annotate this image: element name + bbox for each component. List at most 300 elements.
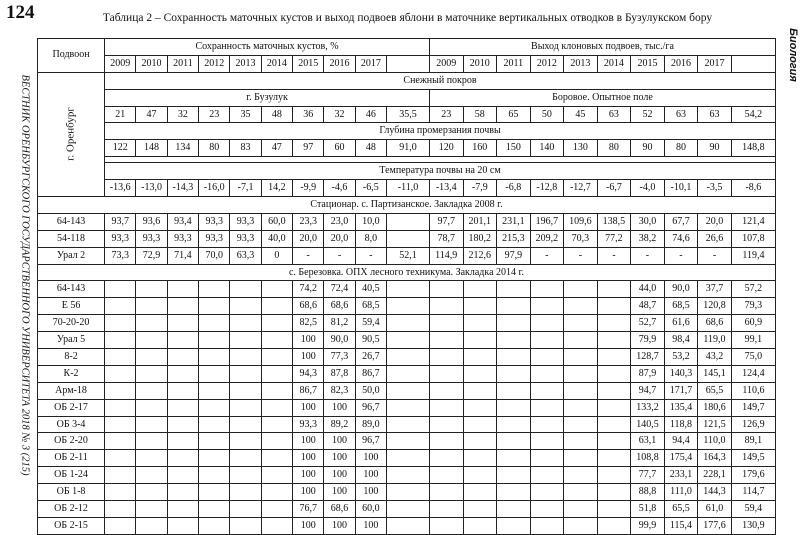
year-header: 2014: [261, 55, 292, 72]
value-cell: 77,3: [324, 349, 355, 366]
climate-value: 80: [199, 140, 230, 157]
value-cell: [105, 382, 136, 399]
value-cell: [597, 416, 631, 433]
table-row: [38, 230, 776, 247]
value-cell: 68,6: [293, 298, 324, 315]
value-cell: [261, 399, 292, 416]
value-cell: [463, 416, 497, 433]
value-cell: [105, 399, 136, 416]
value-cell: 40,5: [355, 281, 386, 298]
value-cell: [230, 501, 261, 518]
climate-value: 130: [564, 140, 598, 157]
value-cell: [530, 399, 564, 416]
value-cell: -: [530, 247, 564, 264]
value-cell: 60,0: [355, 501, 386, 518]
value-cell: [105, 349, 136, 366]
value-cell: [261, 450, 292, 467]
value-cell: 100: [293, 517, 324, 534]
year-header: 2016: [664, 55, 698, 72]
climate-value: -13,0: [136, 180, 167, 197]
preservation-header: Сохранность маточных кустов, %: [105, 39, 430, 56]
blank-cell: [387, 55, 430, 72]
climate-value: -6,5: [355, 180, 386, 197]
snow-title: Снежный покров: [105, 72, 776, 89]
value-cell: [261, 433, 292, 450]
value-cell: 87,9: [631, 365, 665, 382]
value-cell: 180,2: [463, 230, 497, 247]
city-label: г. Бузулук: [105, 89, 430, 106]
value-cell: 177,6: [698, 517, 732, 534]
value-cell: 86,7: [355, 365, 386, 382]
climate-value: 63: [698, 106, 732, 123]
climate-value: -13,6: [105, 180, 136, 197]
value-cell: [597, 349, 631, 366]
climate-value: 58: [463, 106, 497, 123]
value-cell: [429, 517, 463, 534]
value-cell: [530, 416, 564, 433]
value-cell: 10,0: [355, 213, 386, 230]
value-cell: 99,9: [631, 517, 665, 534]
year-header: 2012: [530, 55, 564, 72]
value-cell: 61,6: [664, 315, 698, 332]
value-cell: 100: [324, 399, 355, 416]
value-cell: [105, 315, 136, 332]
value-cell: 100: [324, 484, 355, 501]
value-cell: [136, 349, 167, 366]
value-cell: 93,3: [199, 230, 230, 247]
value-cell: 81,2: [324, 315, 355, 332]
value-cell: 135,4: [664, 399, 698, 416]
value-cell: [597, 315, 631, 332]
value-cell: 68,5: [664, 298, 698, 315]
value-cell: 94,3: [293, 365, 324, 382]
climate-value: 91,0: [387, 140, 430, 157]
table-row: [38, 517, 776, 534]
value-cell: 121,5: [698, 416, 732, 433]
value-cell: [564, 349, 598, 366]
value-cell: [105, 450, 136, 467]
station-title: Стационар. с. Партизанское. Закладка 2008 г.: [38, 197, 776, 214]
value-cell: [230, 517, 261, 534]
value-cell: 119,4: [731, 247, 775, 264]
value-cell: 140,5: [631, 416, 665, 433]
value-cell: 63,3: [230, 247, 261, 264]
value-cell: 79,9: [631, 332, 665, 349]
value-cell: 76,7: [293, 501, 324, 518]
value-cell: 37,7: [698, 281, 732, 298]
value-cell: [387, 332, 430, 349]
value-cell: [497, 399, 531, 416]
depth-row: [38, 140, 776, 157]
value-cell: 100: [355, 517, 386, 534]
rootstock-name: Урал 5: [38, 332, 105, 349]
journal-title: ВЕСТНИК ОРЕНБУРГСКОГО ГОСУДАРСТВЕННОГО УНИВЕРСИТЕТА 2018 № 3 (215): [19, 74, 31, 476]
value-cell: [429, 281, 463, 298]
value-cell: -: [597, 247, 631, 264]
value-cell: [597, 450, 631, 467]
climate-value: 83: [230, 140, 261, 157]
value-cell: 44,0: [631, 281, 665, 298]
value-cell: -: [698, 247, 732, 264]
value-cell: [199, 298, 230, 315]
year-header: 2009: [105, 55, 136, 72]
value-cell: 94,4: [664, 433, 698, 450]
value-cell: [497, 382, 531, 399]
value-cell: 133,2: [631, 399, 665, 416]
value-cell: 65,5: [698, 382, 732, 399]
value-cell: 114,7: [731, 484, 775, 501]
value-cell: [387, 298, 430, 315]
climate-value: -13,4: [429, 180, 463, 197]
value-cell: [261, 517, 292, 534]
value-cell: [429, 501, 463, 518]
value-cell: 110,0: [698, 433, 732, 450]
section-sidebar: [786, 10, 800, 100]
value-cell: 93,7: [105, 213, 136, 230]
value-cell: [136, 382, 167, 399]
value-cell: [167, 399, 198, 416]
value-cell: [105, 501, 136, 518]
value-cell: [497, 332, 531, 349]
value-cell: [497, 416, 531, 433]
value-cell: 90,0: [324, 332, 355, 349]
value-cell: 228,1: [698, 467, 732, 484]
value-cell: -: [293, 247, 324, 264]
value-cell: [230, 399, 261, 416]
value-cell: 82,3: [324, 382, 355, 399]
value-cell: 179,6: [731, 467, 775, 484]
year-header: 2009: [429, 55, 463, 72]
rootstock-name: 8-2: [38, 349, 105, 366]
value-cell: [463, 433, 497, 450]
value-cell: 70,3: [564, 230, 598, 247]
climate-value: -3,5: [698, 180, 732, 197]
year-header: 2015: [631, 55, 665, 72]
value-cell: [597, 365, 631, 382]
value-cell: 96,7: [355, 399, 386, 416]
value-cell: 121,4: [731, 213, 775, 230]
value-cell: [199, 332, 230, 349]
value-cell: [387, 433, 430, 450]
value-cell: [167, 315, 198, 332]
value-cell: [261, 467, 292, 484]
year-header: 2011: [167, 55, 198, 72]
value-cell: 82,5: [293, 315, 324, 332]
value-cell: 52,1: [387, 247, 430, 264]
value-cell: 196,7: [530, 213, 564, 230]
value-cell: 26,6: [698, 230, 732, 247]
value-cell: 77,2: [597, 230, 631, 247]
rootstock-name: ОБ 2-20: [38, 433, 105, 450]
value-cell: [497, 517, 531, 534]
climate-value: 23: [429, 106, 463, 123]
value-cell: 215,3: [497, 230, 531, 247]
value-cell: [463, 467, 497, 484]
year-header: 2013: [564, 55, 598, 72]
value-cell: [530, 298, 564, 315]
climate-value: 21: [105, 106, 136, 123]
value-cell: 111,0: [664, 484, 698, 501]
rootstock-name: К-2: [38, 365, 105, 382]
value-cell: 118,8: [664, 416, 698, 433]
value-cell: [429, 484, 463, 501]
value-cell: 100: [324, 450, 355, 467]
value-cell: [261, 281, 292, 298]
value-cell: [497, 501, 531, 518]
blank-cell: [731, 55, 775, 72]
temp-title-row: [38, 163, 776, 180]
table-row: [38, 450, 776, 467]
climate-value: 80: [664, 140, 698, 157]
value-cell: [230, 433, 261, 450]
value-cell: -: [324, 247, 355, 264]
value-cell: 73,3: [105, 247, 136, 264]
depth-title-row: [38, 123, 776, 140]
value-cell: [261, 298, 292, 315]
value-cell: 114,9: [429, 247, 463, 264]
rootstock-name: ОБ 1-24: [38, 467, 105, 484]
value-cell: [530, 517, 564, 534]
value-cell: [136, 517, 167, 534]
rootstock-name: 64-143: [38, 213, 105, 230]
value-cell: [429, 298, 463, 315]
value-cell: [463, 332, 497, 349]
value-cell: [167, 416, 198, 433]
value-cell: [463, 281, 497, 298]
value-cell: [136, 365, 167, 382]
value-cell: 145,1: [698, 365, 732, 382]
value-cell: 43,2: [698, 349, 732, 366]
value-cell: [387, 213, 430, 230]
value-cell: 100: [324, 517, 355, 534]
value-cell: [463, 450, 497, 467]
value-cell: [230, 349, 261, 366]
year-header: 2016: [324, 55, 355, 72]
value-cell: 59,4: [355, 315, 386, 332]
value-cell: 140,3: [664, 365, 698, 382]
climate-value: -10,1: [664, 180, 698, 197]
value-cell: 89,2: [324, 416, 355, 433]
value-cell: [136, 315, 167, 332]
value-cell: 180,6: [698, 399, 732, 416]
rootstock-header: Подвоон: [38, 39, 105, 73]
year-header: 2015: [293, 55, 324, 72]
table-row: [38, 281, 776, 298]
value-cell: [429, 349, 463, 366]
value-cell: [597, 298, 631, 315]
years-row: [38, 55, 776, 72]
section-title: Биология: [787, 28, 799, 82]
bereza-title: с. Березовка. ОПХ лесного техникума. Закладка 2014 г.: [38, 264, 776, 281]
value-cell: 100: [293, 349, 324, 366]
value-cell: [564, 484, 598, 501]
climate-value: 122: [105, 140, 136, 157]
value-cell: [167, 501, 198, 518]
value-cell: [230, 484, 261, 501]
climate-value: -11,0: [387, 180, 430, 197]
value-cell: 68,6: [324, 501, 355, 518]
value-cell: 138,5: [597, 213, 631, 230]
value-cell: [530, 501, 564, 518]
rootstock-name: Е 56: [38, 298, 105, 315]
value-cell: [429, 416, 463, 433]
climate-value: -16,0: [199, 180, 230, 197]
value-cell: 90,0: [664, 281, 698, 298]
value-cell: 93,3: [105, 230, 136, 247]
value-cell: [463, 365, 497, 382]
value-cell: [136, 467, 167, 484]
value-cell: 86,7: [293, 382, 324, 399]
table-row: [38, 399, 776, 416]
rootstock-name: 54-118: [38, 230, 105, 247]
value-cell: [199, 450, 230, 467]
value-cell: 89,0: [355, 416, 386, 433]
climate-value: 148: [136, 140, 167, 157]
station-title-row: [38, 197, 776, 214]
value-cell: [530, 382, 564, 399]
bereza-title-row: [38, 264, 776, 281]
value-cell: [136, 501, 167, 518]
value-cell: 100: [293, 433, 324, 450]
value-cell: [230, 450, 261, 467]
value-cell: [530, 450, 564, 467]
value-cell: [261, 332, 292, 349]
climate-value: 90: [698, 140, 732, 157]
value-cell: 110,6: [731, 382, 775, 399]
location-label: г. Оренбург: [64, 107, 77, 162]
table-row: [38, 332, 776, 349]
climate-value: 54,2: [731, 106, 775, 123]
year-header: 2010: [136, 55, 167, 72]
value-cell: [199, 382, 230, 399]
value-cell: 100: [355, 484, 386, 501]
value-cell: 63,1: [631, 433, 665, 450]
value-cell: 109,6: [564, 213, 598, 230]
value-cell: 20,0: [698, 213, 732, 230]
value-cell: [530, 467, 564, 484]
climate-value: 23: [199, 106, 230, 123]
climate-value: 36: [293, 106, 324, 123]
value-cell: [597, 332, 631, 349]
value-cell: 126,9: [731, 416, 775, 433]
value-cell: 93,3: [199, 213, 230, 230]
value-cell: [167, 298, 198, 315]
climate-value: 48: [355, 140, 386, 157]
climate-value: 35,5: [387, 106, 430, 123]
year-header: 2012: [199, 55, 230, 72]
value-cell: [136, 484, 167, 501]
value-cell: 233,1: [664, 467, 698, 484]
value-cell: 100: [293, 399, 324, 416]
value-cell: [105, 298, 136, 315]
value-cell: 40,0: [261, 230, 292, 247]
value-cell: [199, 433, 230, 450]
value-cell: [429, 467, 463, 484]
value-cell: 97,7: [429, 213, 463, 230]
table-row: [38, 501, 776, 518]
value-cell: 93,4: [167, 213, 198, 230]
table-row: [38, 349, 776, 366]
snow-row: [38, 106, 776, 123]
value-cell: 124,4: [731, 365, 775, 382]
value-cell: [230, 281, 261, 298]
climate-value: -8,6: [731, 180, 775, 197]
value-cell: -: [631, 247, 665, 264]
value-cell: [105, 467, 136, 484]
value-cell: [387, 484, 430, 501]
table-caption: Таблица 2 – Сохранность маточных кустов и выход подвоев яблони в маточнике вертикальных отводков в Бузулукском бору: [102, 12, 713, 24]
data-table: [37, 38, 776, 535]
value-cell: 74,6: [664, 230, 698, 247]
value-cell: [387, 399, 430, 416]
value-cell: [497, 450, 531, 467]
climate-value: 120: [429, 140, 463, 157]
climate-value: 32: [324, 106, 355, 123]
value-cell: [530, 315, 564, 332]
table-row: [38, 365, 776, 382]
table-row: [38, 416, 776, 433]
value-cell: 72,4: [324, 281, 355, 298]
climate-value: -9,9: [293, 180, 324, 197]
value-cell: 94,7: [631, 382, 665, 399]
value-cell: [136, 416, 167, 433]
value-cell: [387, 517, 430, 534]
climate-value: 14,2: [261, 180, 292, 197]
year-header: 2014: [597, 55, 631, 72]
value-cell: 97,9: [497, 247, 531, 264]
year-header: 2011: [497, 55, 531, 72]
value-cell: [167, 450, 198, 467]
value-cell: [261, 365, 292, 382]
value-cell: 99,1: [731, 332, 775, 349]
value-cell: [167, 349, 198, 366]
value-cell: 93,3: [293, 416, 324, 433]
value-cell: [136, 450, 167, 467]
value-cell: 175,4: [664, 450, 698, 467]
value-cell: [597, 281, 631, 298]
value-cell: [105, 365, 136, 382]
climate-value: 63: [664, 106, 698, 123]
value-cell: [261, 349, 292, 366]
value-cell: [261, 484, 292, 501]
value-cell: 100: [293, 450, 324, 467]
value-cell: [387, 315, 430, 332]
value-cell: 60,9: [731, 315, 775, 332]
value-cell: [387, 349, 430, 366]
value-cell: [261, 315, 292, 332]
value-cell: [530, 365, 564, 382]
value-cell: 149,7: [731, 399, 775, 416]
value-cell: 93,3: [136, 230, 167, 247]
table-row: [38, 433, 776, 450]
value-cell: 231,1: [497, 213, 531, 230]
climate-value: 65: [497, 106, 531, 123]
value-cell: 171,7: [664, 382, 698, 399]
value-cell: [136, 281, 167, 298]
value-cell: [199, 467, 230, 484]
value-cell: [199, 517, 230, 534]
value-cell: 20,0: [324, 230, 355, 247]
climate-value: 47: [136, 106, 167, 123]
yield-header: Выход клоновых подвоев, тыс./га: [429, 39, 775, 56]
value-cell: [261, 416, 292, 433]
value-cell: [230, 467, 261, 484]
climate-value: 134: [167, 140, 198, 157]
value-cell: [597, 501, 631, 518]
value-cell: 120,8: [698, 298, 732, 315]
value-cell: [530, 433, 564, 450]
value-cell: 108,8: [631, 450, 665, 467]
